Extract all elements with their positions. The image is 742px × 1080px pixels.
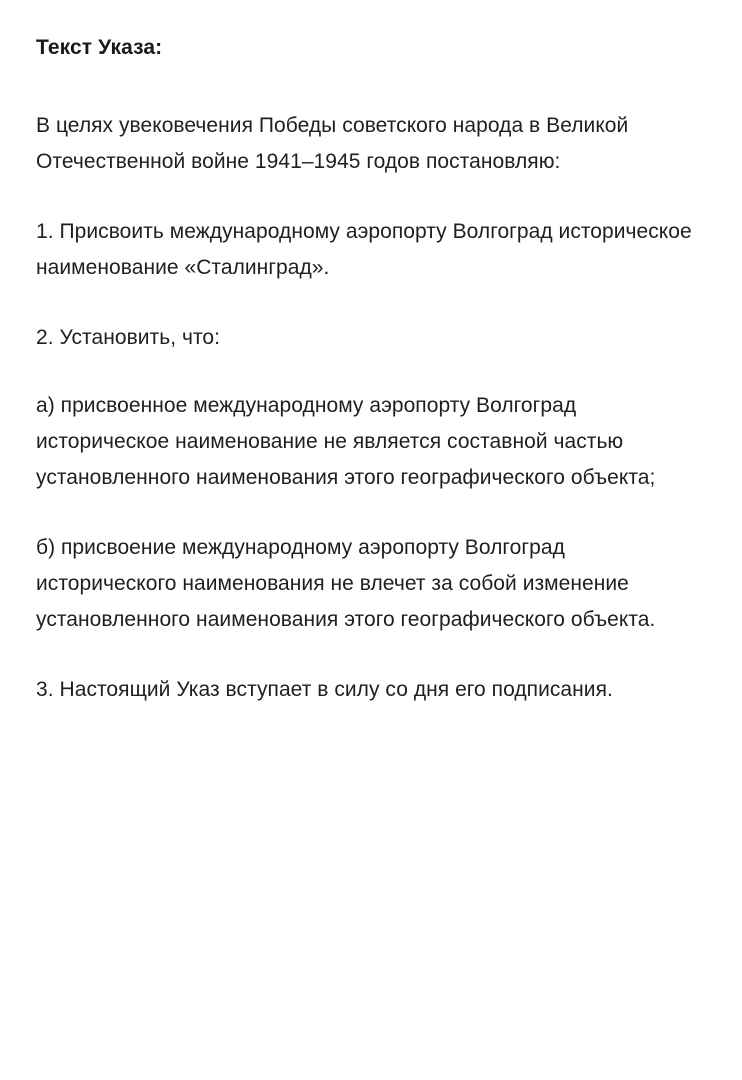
paragraph-clause-1: 1. Присвоить международному аэропорту Волгоград историческое наименование «Сталинград». — [36, 220, 692, 280]
paragraph-clause-2a: а) присвоенное международному аэропорту Волгоград историческое наименование не является составной частью установленного наименования этого географического объекта; — [36, 394, 656, 490]
document-body — [36, 108, 708, 708]
paragraph-clause-3: 3. Настоящий Указ вступает в силу со дня его подписания. — [36, 678, 613, 702]
paragraph-clause-2b: б) присвоение международному аэропорту Волгоград исторического наименования не влечет за собой изменение установленного наименования этого географического объекта. — [36, 536, 656, 632]
page-title: Текст Указа: — [36, 36, 163, 59]
paragraph-preamble: В целях увековечения Победы советского народа в Великой Отечественной войне 1941–1945 годов постановляю: — [36, 114, 629, 174]
paragraph-clause-2: 2. Установить, что: — [36, 326, 221, 350]
